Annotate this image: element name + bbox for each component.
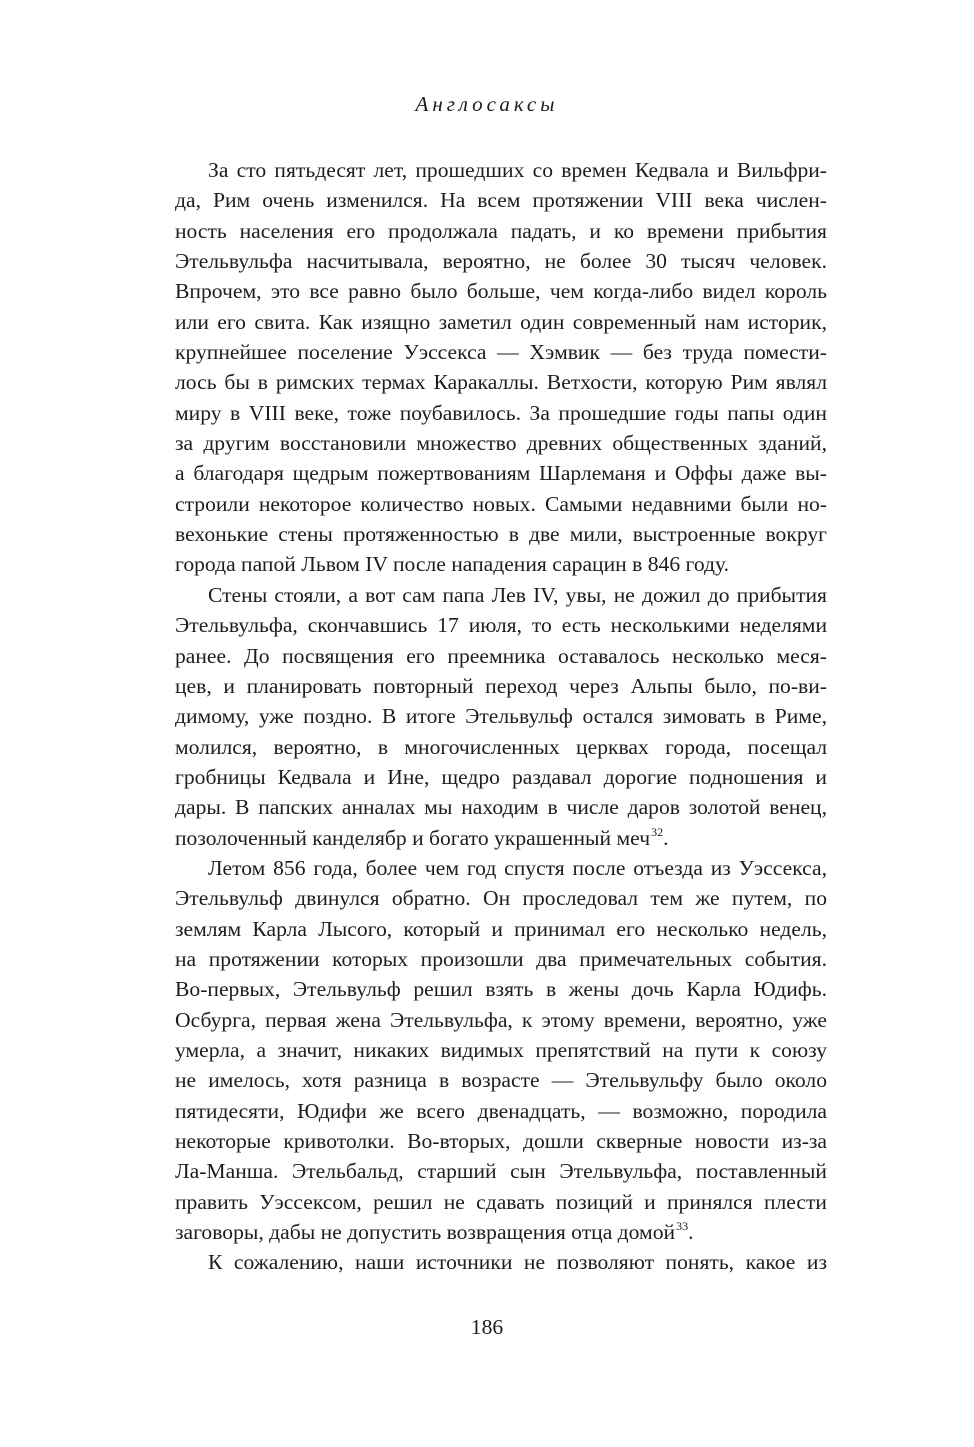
text-line: пятидесяти, Юдифи же всего двенадцать, — возможно, породила bbox=[175, 1098, 827, 1123]
text-line: Стены стояли, а вот сам папа Лев IV, увы, не дожил до прибытия bbox=[208, 582, 827, 607]
text-line: на протяжении которых произошли два примечательных события. bbox=[175, 946, 827, 971]
text-line: строили некоторое количество новых. Самыми недавними были но- bbox=[175, 491, 827, 516]
text-line: править Уэссексом, решил не сдавать позиций и принялся плести bbox=[175, 1189, 827, 1214]
footnote-ref[interactable]: 32 bbox=[651, 824, 664, 839]
text-line: Летом 856 года, более чем год спустя после отъезда из Уэссекса, bbox=[208, 855, 827, 880]
line-text: заговоры, дабы не допустить возвращения отца домой bbox=[175, 1220, 676, 1245]
running-head: Англосаксы bbox=[415, 92, 559, 116]
text-line: димому, уже поздно. В итоге Этельвульф остался зимовать в Риме, bbox=[175, 704, 827, 729]
text-line: цев, и планировать повторный переход через Альпы было, по-ви- bbox=[175, 673, 827, 698]
text-line: молился, вероятно, в многочисленных церквах города, посещал bbox=[175, 734, 827, 759]
text-line: миру в VIII веке, тоже поубавилось. За прошедшие годы папы один bbox=[175, 400, 827, 425]
text-line: вехонькие стены протяженностью в две мили, выстроенные вокруг bbox=[175, 522, 827, 547]
body-text bbox=[175, 155, 827, 1278]
text-line: ранее. До посвящения его преемника оставалось несколько меся- bbox=[175, 643, 827, 668]
text-line: гробницы Кедвала и Ине, щедро раздавал дорогие подношения и bbox=[175, 764, 827, 789]
text-line: или его свита. Как изящно заметил один современный нам историк, bbox=[175, 309, 827, 334]
text-line: Осбурга, первая жена Этельвульфа, к этому времени, вероятно, уже bbox=[175, 1007, 827, 1032]
paragraph bbox=[175, 853, 827, 1247]
text-line: города папой Львом IV после нападения сарацин в 846 году. bbox=[175, 552, 730, 577]
text-line: не имелось, хотя разница в возрасте — Этельвульфу было около bbox=[175, 1068, 827, 1093]
text-line: ность населения его продолжала падать, и ко времени прибытия bbox=[175, 218, 827, 243]
paragraph bbox=[175, 155, 827, 580]
text-line: Во-первых, Этельвульф решил взять в жены дочь Карла Юдифь. bbox=[175, 977, 827, 1002]
text-line: лось бы в римских термах Каракаллы. Ветхости, которую Рим являл bbox=[175, 370, 827, 395]
text-line: Впрочем, это все равно было больше, чем когда-либо видел король bbox=[175, 279, 827, 304]
text-line: позолоченный канделябр и богато украшенный меч$^{32}$. bbox=[175, 824, 669, 850]
text-line: землям Карла Лысого, который и принимал его несколько недель, bbox=[175, 916, 827, 941]
footnote-ref[interactable]: 33 bbox=[676, 1219, 689, 1234]
text-line: за другим восстановили множество древних общественных зданий, bbox=[175, 431, 827, 456]
text-line: Ла-Манша. Этельбальд, старший сын Этельвульфа, поставленный bbox=[175, 1159, 827, 1184]
page-number: 186 bbox=[470, 1315, 504, 1339]
text-line: За сто пятьдесят лет, прошедших со времен Кедвала и Вильфри- bbox=[208, 158, 827, 182]
paragraph bbox=[175, 580, 827, 853]
text-line: Этельвульфа, скончавшись 17 июля, то есть несколькими неделями bbox=[175, 613, 827, 638]
text-line: некоторые кривотолки. Во-вторых, дошли скверные новости из-за bbox=[175, 1129, 827, 1153]
text-line: а благодаря щедрым пожертвованиям Шарлеманя и Оффы даже вы- bbox=[175, 461, 827, 486]
text-line: дары. В папских анналах мы находим в числе даров золотой венец, bbox=[175, 795, 827, 820]
text-line: Этельвульфа насчитывала, вероятно, не более 30 тысяч человек. bbox=[175, 249, 827, 274]
line-text: позолоченный канделябр и богато украшенный меч bbox=[175, 825, 651, 850]
text-line: умерла, а значит, никаких видимых препятствий на пути к союзу bbox=[175, 1037, 827, 1062]
text-line: Этельвульф двинулся обратно. Он проследовал тем же путем, по bbox=[175, 886, 827, 911]
text-line: К сожалению, наши источники не позволяют понять, какое из bbox=[208, 1250, 827, 1275]
text-line: заговоры, дабы не допустить возвращения отца домой$^{33}$. bbox=[175, 1219, 694, 1245]
text-line: да, Рим очень изменился. На всем протяжении VIII века числен- bbox=[175, 188, 827, 213]
paragraph bbox=[175, 1247, 827, 1277]
text-line: крупнейшее поселение Уэссекса — Хэмвик — без труда помести- bbox=[175, 340, 827, 365]
